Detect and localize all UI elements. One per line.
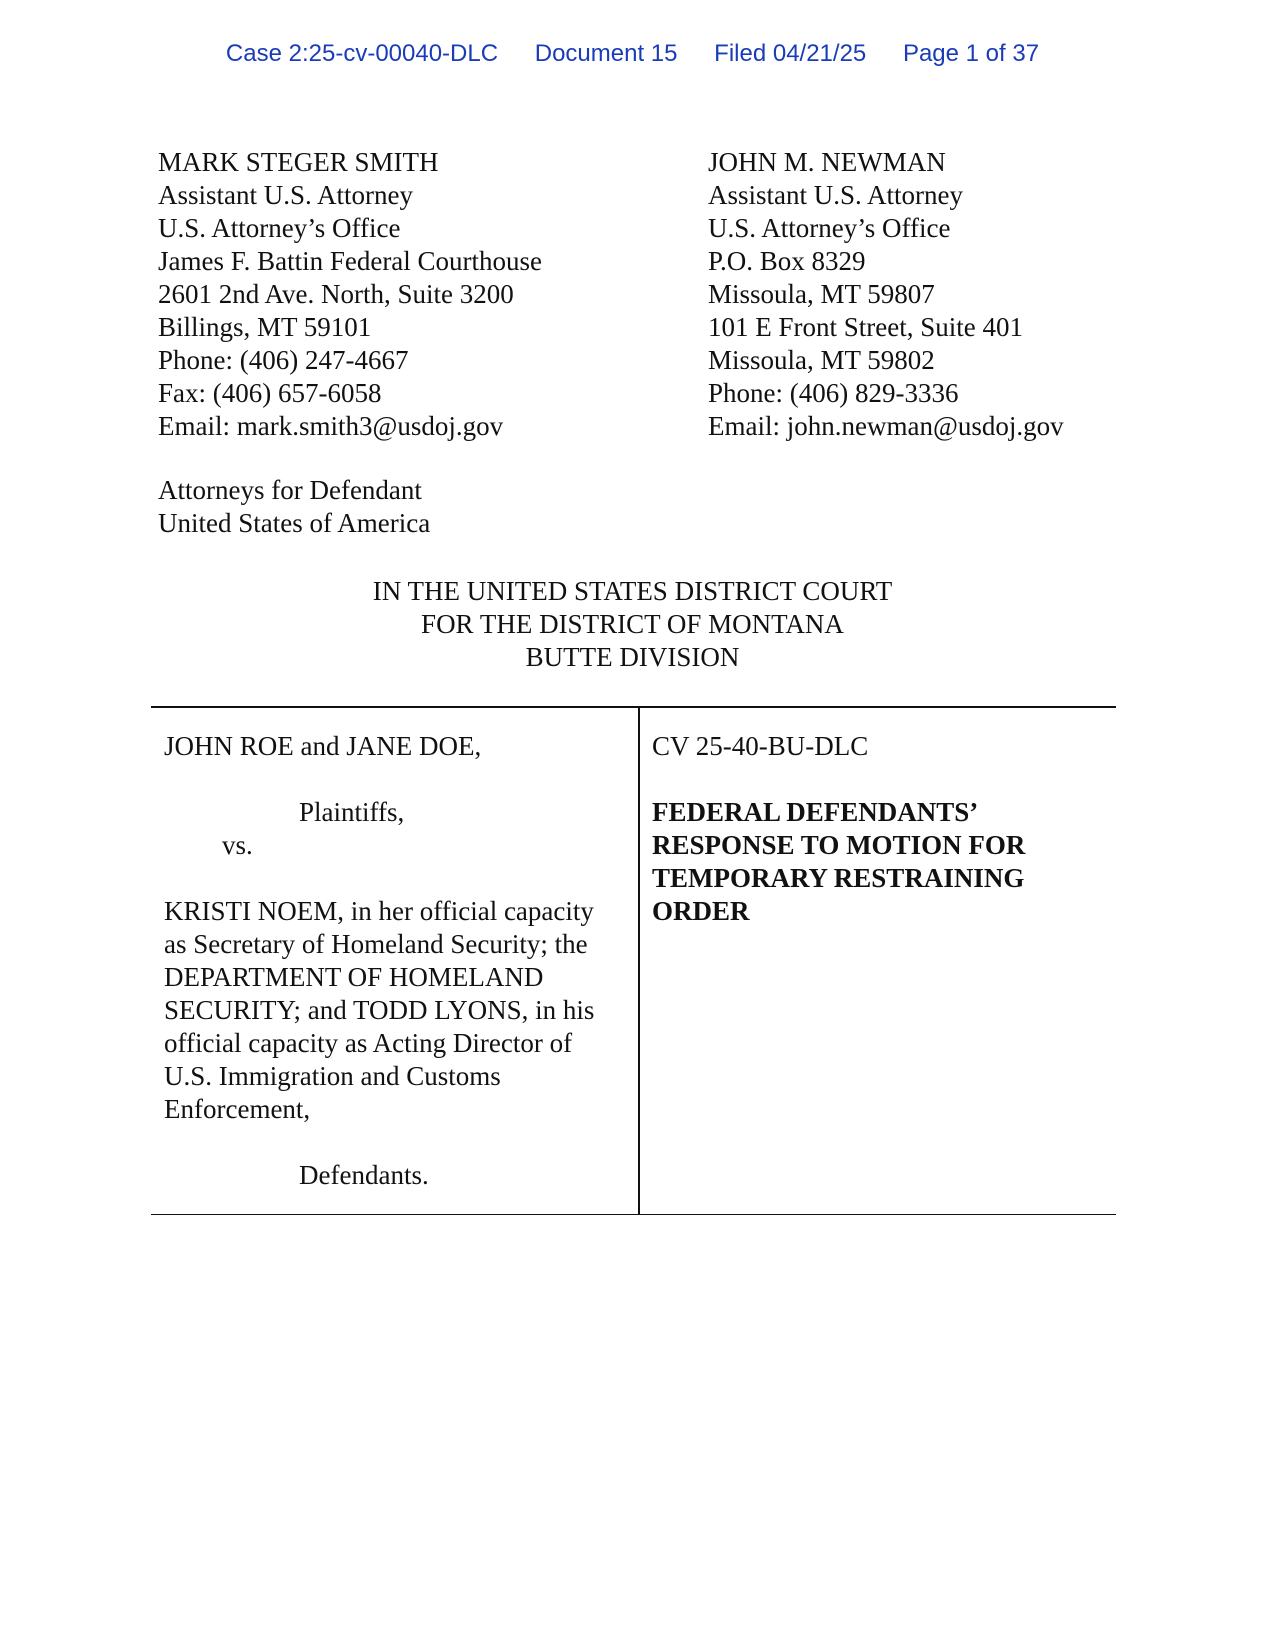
caption-bottom-rule <box>151 1214 1116 1215</box>
attorney-line: Fax: (406) 657-6058 <box>158 378 382 408</box>
defendants-line: KRISTI NOEM, in her official capacity <box>164 896 594 926</box>
attorney-line: James F. Battin Federal Courthouse <box>158 246 543 276</box>
attorney-line: Phone: (406) 829-3336 <box>708 378 959 408</box>
document-title-line: ORDER <box>652 896 750 926</box>
defendants-line: as Secretary of Homeland Security; the <box>164 929 588 959</box>
attorney-line: JOHN M. NEWMAN <box>708 147 946 177</box>
header-page-count: Page 1 of 37 <box>902 40 1040 67</box>
attorney-line: P.O. Box 8329 <box>708 246 866 276</box>
court-heading <box>0 575 1265 674</box>
ecf-header <box>0 40 1265 68</box>
document-title-line: RESPONSE TO MOTION FOR <box>652 830 1026 860</box>
caption-top-rule <box>151 706 1116 708</box>
attorney-line: Assistant U.S. Attorney <box>708 180 964 210</box>
attorney-line: U.S. Attorney’s Office <box>158 213 401 243</box>
caption-case-info <box>652 730 1025 928</box>
defendants-line: SECURITY; and TODD LYONS, in his <box>164 995 595 1025</box>
defendants-line: Enforcement, <box>164 1094 311 1124</box>
attorney-line: MARK STEGER SMITH <box>158 147 439 177</box>
header-case-number: Case 2:25-cv-00040-DLC <box>225 40 499 67</box>
attorney-email: Email: john.newman@usdoj.gov <box>708 411 1064 441</box>
plaintiffs-names: JOHN ROE and JANE DOE, <box>164 731 482 761</box>
attorney-line: Missoula, MT 59802 <box>708 345 935 375</box>
attorney-email: Email: mark.smith3@usdoj.gov <box>158 411 504 441</box>
attorney-line: Missoula, MT 59807 <box>708 279 935 309</box>
attorney-line: Phone: (406) 247-4667 <box>158 345 409 375</box>
header-document-number: Document 15 <box>534 40 678 67</box>
plaintiffs-label: Plaintiffs, <box>299 797 405 827</box>
representing-line: United States of America <box>158 508 431 538</box>
caption-divider <box>638 706 640 1215</box>
caption-parties <box>164 730 634 1192</box>
defendants-label: Defendants. <box>299 1160 429 1190</box>
attorney-block-smith <box>158 146 542 443</box>
attorney-line: Billings, MT 59101 <box>158 312 372 342</box>
defendants-line: DEPARTMENT OF HOMELAND <box>164 962 544 992</box>
header-filed-date: Filed 04/21/25 <box>714 40 867 67</box>
defendants-names <box>164 895 634 1126</box>
attorney-line: Assistant U.S. Attorney <box>158 180 414 210</box>
document-title-line: FEDERAL DEFENDANTS’ <box>652 797 979 827</box>
representing-line: Attorneys for Defendant <box>158 475 422 505</box>
versus-label: vs. <box>222 830 253 860</box>
document-title-line: TEMPORARY RESTRAINING <box>652 863 1025 893</box>
court-line: BUTTE DIVISION <box>525 642 740 672</box>
attorney-block-newman <box>708 146 1064 443</box>
attorney-line: U.S. Attorney’s Office <box>708 213 951 243</box>
document-title <box>652 796 1025 928</box>
court-line: FOR THE DISTRICT OF MONTANA <box>421 609 844 639</box>
defendants-line: official capacity as Acting Director of <box>164 1028 573 1058</box>
case-number: CV 25-40-BU-DLC <box>652 731 869 761</box>
representing-party <box>158 474 430 540</box>
attorney-line: 2601 2nd Ave. North, Suite 3200 <box>158 279 514 309</box>
court-line: IN THE UNITED STATES DISTRICT COURT <box>372 576 893 606</box>
attorney-line: 101 E Front Street, Suite 401 <box>708 312 1023 342</box>
defendants-line: U.S. Immigration and Customs <box>164 1061 501 1091</box>
